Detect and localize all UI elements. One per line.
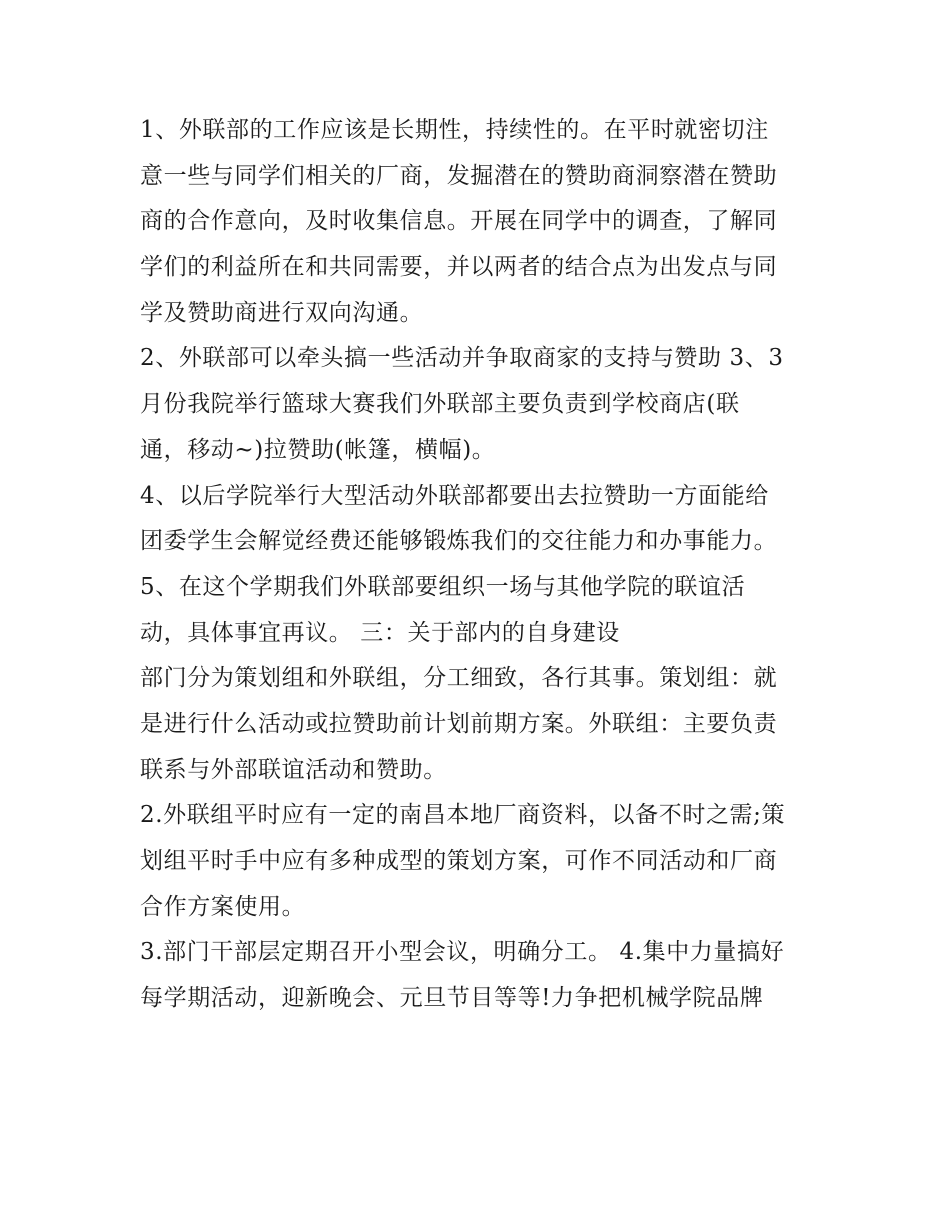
text-line: 是进行什么活动或拉赞助前计划前期方案。外联组：主要负责	[140, 710, 778, 737]
text-line: 通，移动~)拉赞助(帐篷，横幅)。	[140, 436, 496, 463]
text-line: 学们的利益所在和共同需要，并以两者的结合点为出发点与同	[140, 254, 778, 281]
text-line: 5、在这个学期我们外联部要组织一场与其他学院的联谊活	[140, 573, 746, 600]
text-line: 合作方案使用。	[140, 893, 306, 920]
text-line: 2.外联组平时应有一定的南昌本地厂商资料，以备不时之需;策	[140, 802, 786, 829]
document-body	[140, 108, 830, 1022]
text-line: 意一些与同学们相关的厂商，发掘潜在的赞助商洞察潜在赞助	[140, 162, 778, 189]
text-line: 联系与外部联谊活动和赞助。	[140, 756, 447, 783]
text-line: 4、以后学院举行大型活动外联部都要出去拉赞助一方面能给	[140, 482, 769, 509]
text-line: 划组平时手中应有多种成型的策划方案，可作不同活动和厂商	[140, 848, 778, 874]
text-line: 每学期活动，迎新晚会、元旦节目等等!力争把机械学院品牌	[140, 985, 764, 1012]
text-line: 3.部门干部层定期召开小型会议，明确分工。 4.集中力量搞好	[140, 939, 785, 966]
text-line: 学及赞助商进行双向沟通。	[140, 299, 424, 326]
text-line: 动，具体事宜再议。 三：关于部内的自身建设	[140, 619, 620, 646]
text-line: 月份我院举行篮球大赛我们外联部主要负责到学校商店(联	[140, 391, 740, 418]
text-line: 团委学生会解觉经费还能够锻炼我们的交往能力和办事能力。	[140, 528, 778, 555]
text-line: 2、外联部可以牵头搞一些活动并争取商家的支持与赞助 3、3	[140, 345, 784, 372]
text-line: 商的合作意向，及时收集信息。开展在同学中的调查，了解同	[140, 208, 778, 235]
text-line: 1、外联部的工作应该是长期性，持续性的。在平时就密切注	[140, 117, 769, 143]
text-line: 部门分为策划组和外联组，分工细致，各行其事。策划组：就	[140, 665, 778, 692]
